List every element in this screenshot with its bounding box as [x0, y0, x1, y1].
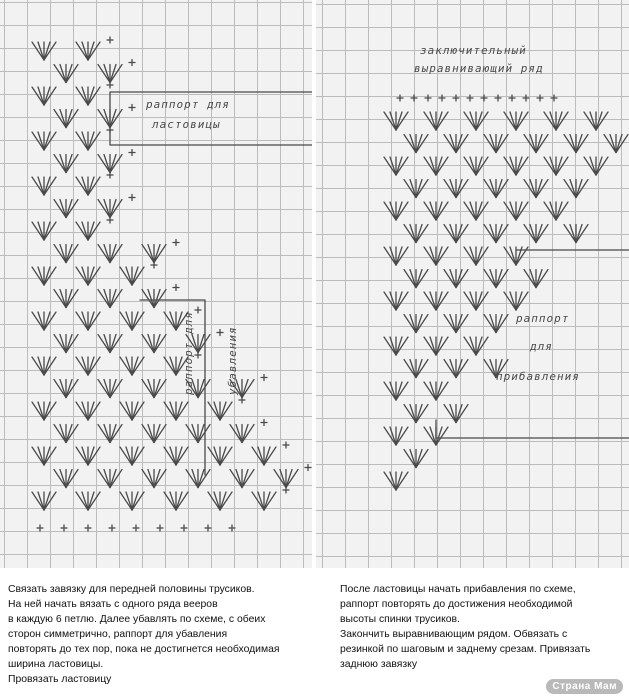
fan-stitch-symbol: [524, 135, 548, 153]
fan-stitch-symbol: [444, 180, 468, 198]
single-crochet-symbol: [261, 420, 267, 426]
fan-stitch-symbol: [252, 447, 276, 465]
fan-stitch-symbol: [32, 222, 56, 240]
fan-stitch-symbol: [424, 292, 448, 310]
fan-stitch-symbol: [564, 135, 588, 153]
single-crochet-symbol: [129, 105, 135, 111]
final-row-stitch-symbol: [523, 95, 529, 101]
fan-stitch-symbol: [54, 290, 78, 308]
fan-stitch-symbol: [32, 312, 56, 330]
fan-stitch-symbol: [32, 132, 56, 150]
gusset-rapport-label-line2: ластовицы: [152, 118, 221, 131]
fan-stitch-symbol: [76, 132, 100, 150]
fan-stitch-symbol: [54, 200, 78, 218]
final-row-stitch-symbol: [397, 95, 403, 101]
increase-stitch-diagram: [316, 0, 629, 568]
fan-stitch-symbol: [32, 87, 56, 105]
decrease-rapport-label-line1: раппорт для: [182, 311, 195, 395]
fan-stitch-symbol: [54, 110, 78, 128]
fan-stitch-symbol: [504, 112, 528, 130]
fan-stitch-symbol: [464, 337, 488, 355]
single-crochet-symbol: [157, 525, 163, 531]
fan-stitch-symbol: [384, 472, 408, 490]
fan-stitch-symbol: [32, 492, 56, 510]
caption-left-line: ширина ластовицы.: [8, 659, 104, 670]
fan-stitch-symbol: [76, 492, 100, 510]
single-crochet-symbol: [129, 60, 135, 66]
fan-stitch-symbol: [98, 200, 122, 218]
final-row-stitch-symbol: [453, 95, 459, 101]
fan-stitch-symbol: [98, 245, 122, 263]
fan-stitch-symbol: [76, 42, 100, 60]
fan-stitch-symbol: [230, 470, 254, 488]
fan-stitch-symbol: [444, 405, 468, 423]
fan-stitch-symbol: [384, 337, 408, 355]
fan-stitch-symbol: [120, 402, 144, 420]
fan-stitch-symbol: [544, 112, 568, 130]
fan-stitch-symbol: [32, 177, 56, 195]
fan-stitch-symbol: [384, 157, 408, 175]
gusset-rapport-label-line1: раппорт для: [146, 98, 230, 111]
left-chart-sheet: [0, 0, 312, 568]
single-crochet-symbol: [107, 82, 113, 88]
fan-stitch-symbol: [54, 155, 78, 173]
single-crochet-symbol: [173, 240, 179, 246]
fan-stitch-symbol: [186, 470, 210, 488]
fan-stitch-symbol: [164, 492, 188, 510]
caption-left-line: повторять до тех пор, пока не достигнется необходимая: [8, 644, 280, 655]
caption-right: [340, 582, 590, 672]
increase-rapport-label-line1: раппорт: [516, 312, 570, 325]
final-row-stitch-symbol: [495, 95, 501, 101]
single-crochet-symbol: [37, 525, 43, 531]
final-row-label-line2: выравнивающий ряд: [414, 62, 544, 75]
single-crochet-symbol: [129, 195, 135, 201]
fan-stitch-symbol: [404, 450, 428, 468]
fan-stitch-symbol: [424, 337, 448, 355]
fan-stitch-symbol: [76, 222, 100, 240]
caption-right-line: резинкой по шаговым и заднему срезам. Привязать: [340, 644, 591, 655]
fan-stitch-symbol: [404, 360, 428, 378]
fan-stitch-symbol: [142, 380, 166, 398]
fan-stitch-symbol: [120, 267, 144, 285]
final-row-stitch-symbol: [537, 95, 543, 101]
fan-stitch-symbol: [464, 112, 488, 130]
fan-stitch-symbol: [98, 380, 122, 398]
fan-stitch-symbol: [98, 425, 122, 443]
caption-left-line: сторон симметрично, раппорт для убавления: [8, 629, 228, 640]
fan-stitch-symbol: [504, 292, 528, 310]
fan-stitch-symbol: [186, 425, 210, 443]
fan-stitch-symbol: [444, 135, 468, 153]
final-row-stitch-symbol: [439, 95, 445, 101]
fan-stitch-symbol: [384, 427, 408, 445]
fan-stitch-symbol: [484, 135, 508, 153]
fan-stitch-symbol: [424, 157, 448, 175]
single-crochet-symbol: [107, 217, 113, 223]
fan-stitch-symbol: [120, 312, 144, 330]
caption-right-line: высоты спинки трусиков.: [340, 614, 460, 625]
fan-stitch-symbol: [444, 270, 468, 288]
fan-stitch-symbol: [584, 112, 608, 130]
single-crochet-symbol: [133, 525, 139, 531]
final-row-stitch-symbol: [411, 95, 417, 101]
fan-stitch-symbol: [404, 405, 428, 423]
fan-stitch-symbol: [444, 360, 468, 378]
fan-stitch-symbol: [384, 247, 408, 265]
fan-stitch-symbol: [424, 382, 448, 400]
fan-stitch-symbol: [584, 157, 608, 175]
caption-left-line: в каждую 6 петлю. Далее убавлять по схеме, с обеих: [8, 614, 266, 625]
final-row-stitch-symbol: [425, 95, 431, 101]
single-crochet-symbol: [129, 150, 135, 156]
site-watermark-logo: Страна Мам: [546, 679, 623, 694]
fan-stitch-symbol: [76, 312, 100, 330]
fan-stitch-symbol: [504, 157, 528, 175]
fan-stitch-symbol: [142, 425, 166, 443]
fan-stitch-symbol: [54, 470, 78, 488]
fan-stitch-symbol: [76, 87, 100, 105]
fan-stitch-symbol: [424, 202, 448, 220]
fan-stitch-symbol: [604, 135, 628, 153]
fan-stitch-symbol: [524, 270, 548, 288]
single-crochet-symbol: [283, 442, 289, 448]
fan-stitch-symbol: [404, 135, 428, 153]
fan-stitch-symbol: [404, 315, 428, 333]
single-crochet-symbol: [109, 525, 115, 531]
single-crochet-symbol: [283, 487, 289, 493]
caption-left-line: Провязать ластовицу: [8, 674, 112, 685]
final-row-stitch-symbol: [467, 95, 473, 101]
fan-stitch-symbol: [32, 42, 56, 60]
fan-stitch-symbol: [464, 292, 488, 310]
single-crochet-symbol: [217, 330, 223, 336]
fan-stitch-symbol: [120, 492, 144, 510]
decrease-rapport-label-line2: убавления: [226, 326, 239, 395]
fan-stitch-symbol: [98, 290, 122, 308]
fan-stitch-symbol: [142, 290, 166, 308]
caption-right-line: Закончить выравнивающим рядом. Обвязать с: [340, 629, 568, 640]
fan-stitch-symbol: [384, 382, 408, 400]
fan-stitch-symbol: [208, 402, 232, 420]
fan-stitch-symbol: [98, 335, 122, 353]
fan-stitch-symbol: [98, 155, 122, 173]
right-chart-sheet: [316, 0, 629, 568]
single-crochet-symbol: [305, 465, 311, 471]
fan-stitch-symbol: [164, 447, 188, 465]
fan-stitch-symbol: [32, 402, 56, 420]
single-crochet-symbol: [61, 525, 67, 531]
fan-stitch-symbol: [404, 225, 428, 243]
fan-stitch-symbol: [98, 65, 122, 83]
fan-stitch-symbol: [484, 270, 508, 288]
caption-left-line: Связать завязку для передней половины трусиков.: [8, 584, 255, 595]
fan-stitch-symbol: [484, 180, 508, 198]
increase-rapport-label-line3: прибавления: [496, 370, 580, 383]
fan-stitch-symbol: [98, 470, 122, 488]
fan-stitch-symbol: [464, 247, 488, 265]
single-crochet-symbol: [173, 285, 179, 291]
fan-stitch-symbol: [120, 447, 144, 465]
fan-stitch-symbol: [142, 245, 166, 263]
single-crochet-symbol: [107, 37, 113, 43]
single-crochet-symbol: [229, 525, 235, 531]
caption-left: [8, 582, 280, 687]
single-crochet-symbol: [205, 525, 211, 531]
fan-stitch-symbol: [424, 112, 448, 130]
single-crochet-symbol: [107, 172, 113, 178]
caption-right-line: раппорт повторять до достижения необходимой: [340, 599, 573, 610]
fan-stitch-symbol: [424, 247, 448, 265]
fan-stitch-symbol: [274, 470, 298, 488]
fan-stitch-symbol: [120, 357, 144, 375]
fan-stitch-symbol: [524, 180, 548, 198]
fan-stitch-symbol: [54, 380, 78, 398]
single-crochet-symbol: [195, 352, 201, 358]
single-crochet-symbol: [261, 375, 267, 381]
fan-stitch-symbol: [54, 335, 78, 353]
fan-stitch-symbol: [76, 357, 100, 375]
fan-stitch-symbol: [384, 112, 408, 130]
fan-stitch-symbol: [504, 202, 528, 220]
caption-right-line: заднюю завязку: [340, 659, 418, 670]
caption-right-line: После ластовицы начать прибавления по схеме,: [340, 584, 576, 595]
fan-stitch-symbol: [76, 177, 100, 195]
fan-stitch-symbol: [384, 292, 408, 310]
fan-stitch-symbol: [444, 225, 468, 243]
fan-stitch-symbol: [54, 245, 78, 263]
fan-stitch-symbol: [544, 157, 568, 175]
fan-stitch-symbol: [484, 315, 508, 333]
fan-stitch-symbol: [54, 425, 78, 443]
fan-stitch-symbol: [544, 202, 568, 220]
single-crochet-symbol: [195, 307, 201, 313]
fan-stitch-symbol: [464, 157, 488, 175]
fan-stitch-symbol: [444, 315, 468, 333]
fan-stitch-symbol: [32, 267, 56, 285]
fan-stitch-symbol: [230, 425, 254, 443]
fan-stitch-symbol: [484, 225, 508, 243]
fan-stitch-symbol: [404, 270, 428, 288]
fan-stitch-symbol: [76, 447, 100, 465]
final-row-label-line1: заключительный: [420, 44, 527, 57]
fan-stitch-symbol: [142, 335, 166, 353]
final-row-stitch-symbol: [509, 95, 515, 101]
fan-stitch-symbol: [76, 267, 100, 285]
fan-stitch-symbol: [564, 225, 588, 243]
fan-stitch-symbol: [524, 225, 548, 243]
single-crochet-symbol: [181, 525, 187, 531]
single-crochet-symbol: [85, 525, 91, 531]
fan-stitch-symbol: [32, 447, 56, 465]
decrease-stitch-diagram: [0, 0, 312, 568]
caption-left-line: На ней начать вязать с одного ряда вееров: [8, 599, 218, 610]
final-row-stitch-symbol: [551, 95, 557, 101]
fan-stitch-symbol: [464, 202, 488, 220]
increase-rapport-label-line2: для: [530, 340, 553, 353]
fan-stitch-symbol: [142, 470, 166, 488]
fan-stitch-symbol: [32, 357, 56, 375]
single-crochet-symbol: [239, 397, 245, 403]
fan-stitch-symbol: [54, 65, 78, 83]
single-crochet-symbol: [151, 262, 157, 268]
fan-stitch-symbol: [164, 402, 188, 420]
fan-stitch-symbol: [252, 492, 276, 510]
fan-stitch-symbol: [208, 447, 232, 465]
fan-stitch-symbol: [208, 492, 232, 510]
fan-stitch-symbol: [384, 202, 408, 220]
final-row-stitch-symbol: [481, 95, 487, 101]
fan-stitch-symbol: [76, 402, 100, 420]
fan-stitch-symbol: [564, 180, 588, 198]
fan-stitch-symbol: [404, 180, 428, 198]
